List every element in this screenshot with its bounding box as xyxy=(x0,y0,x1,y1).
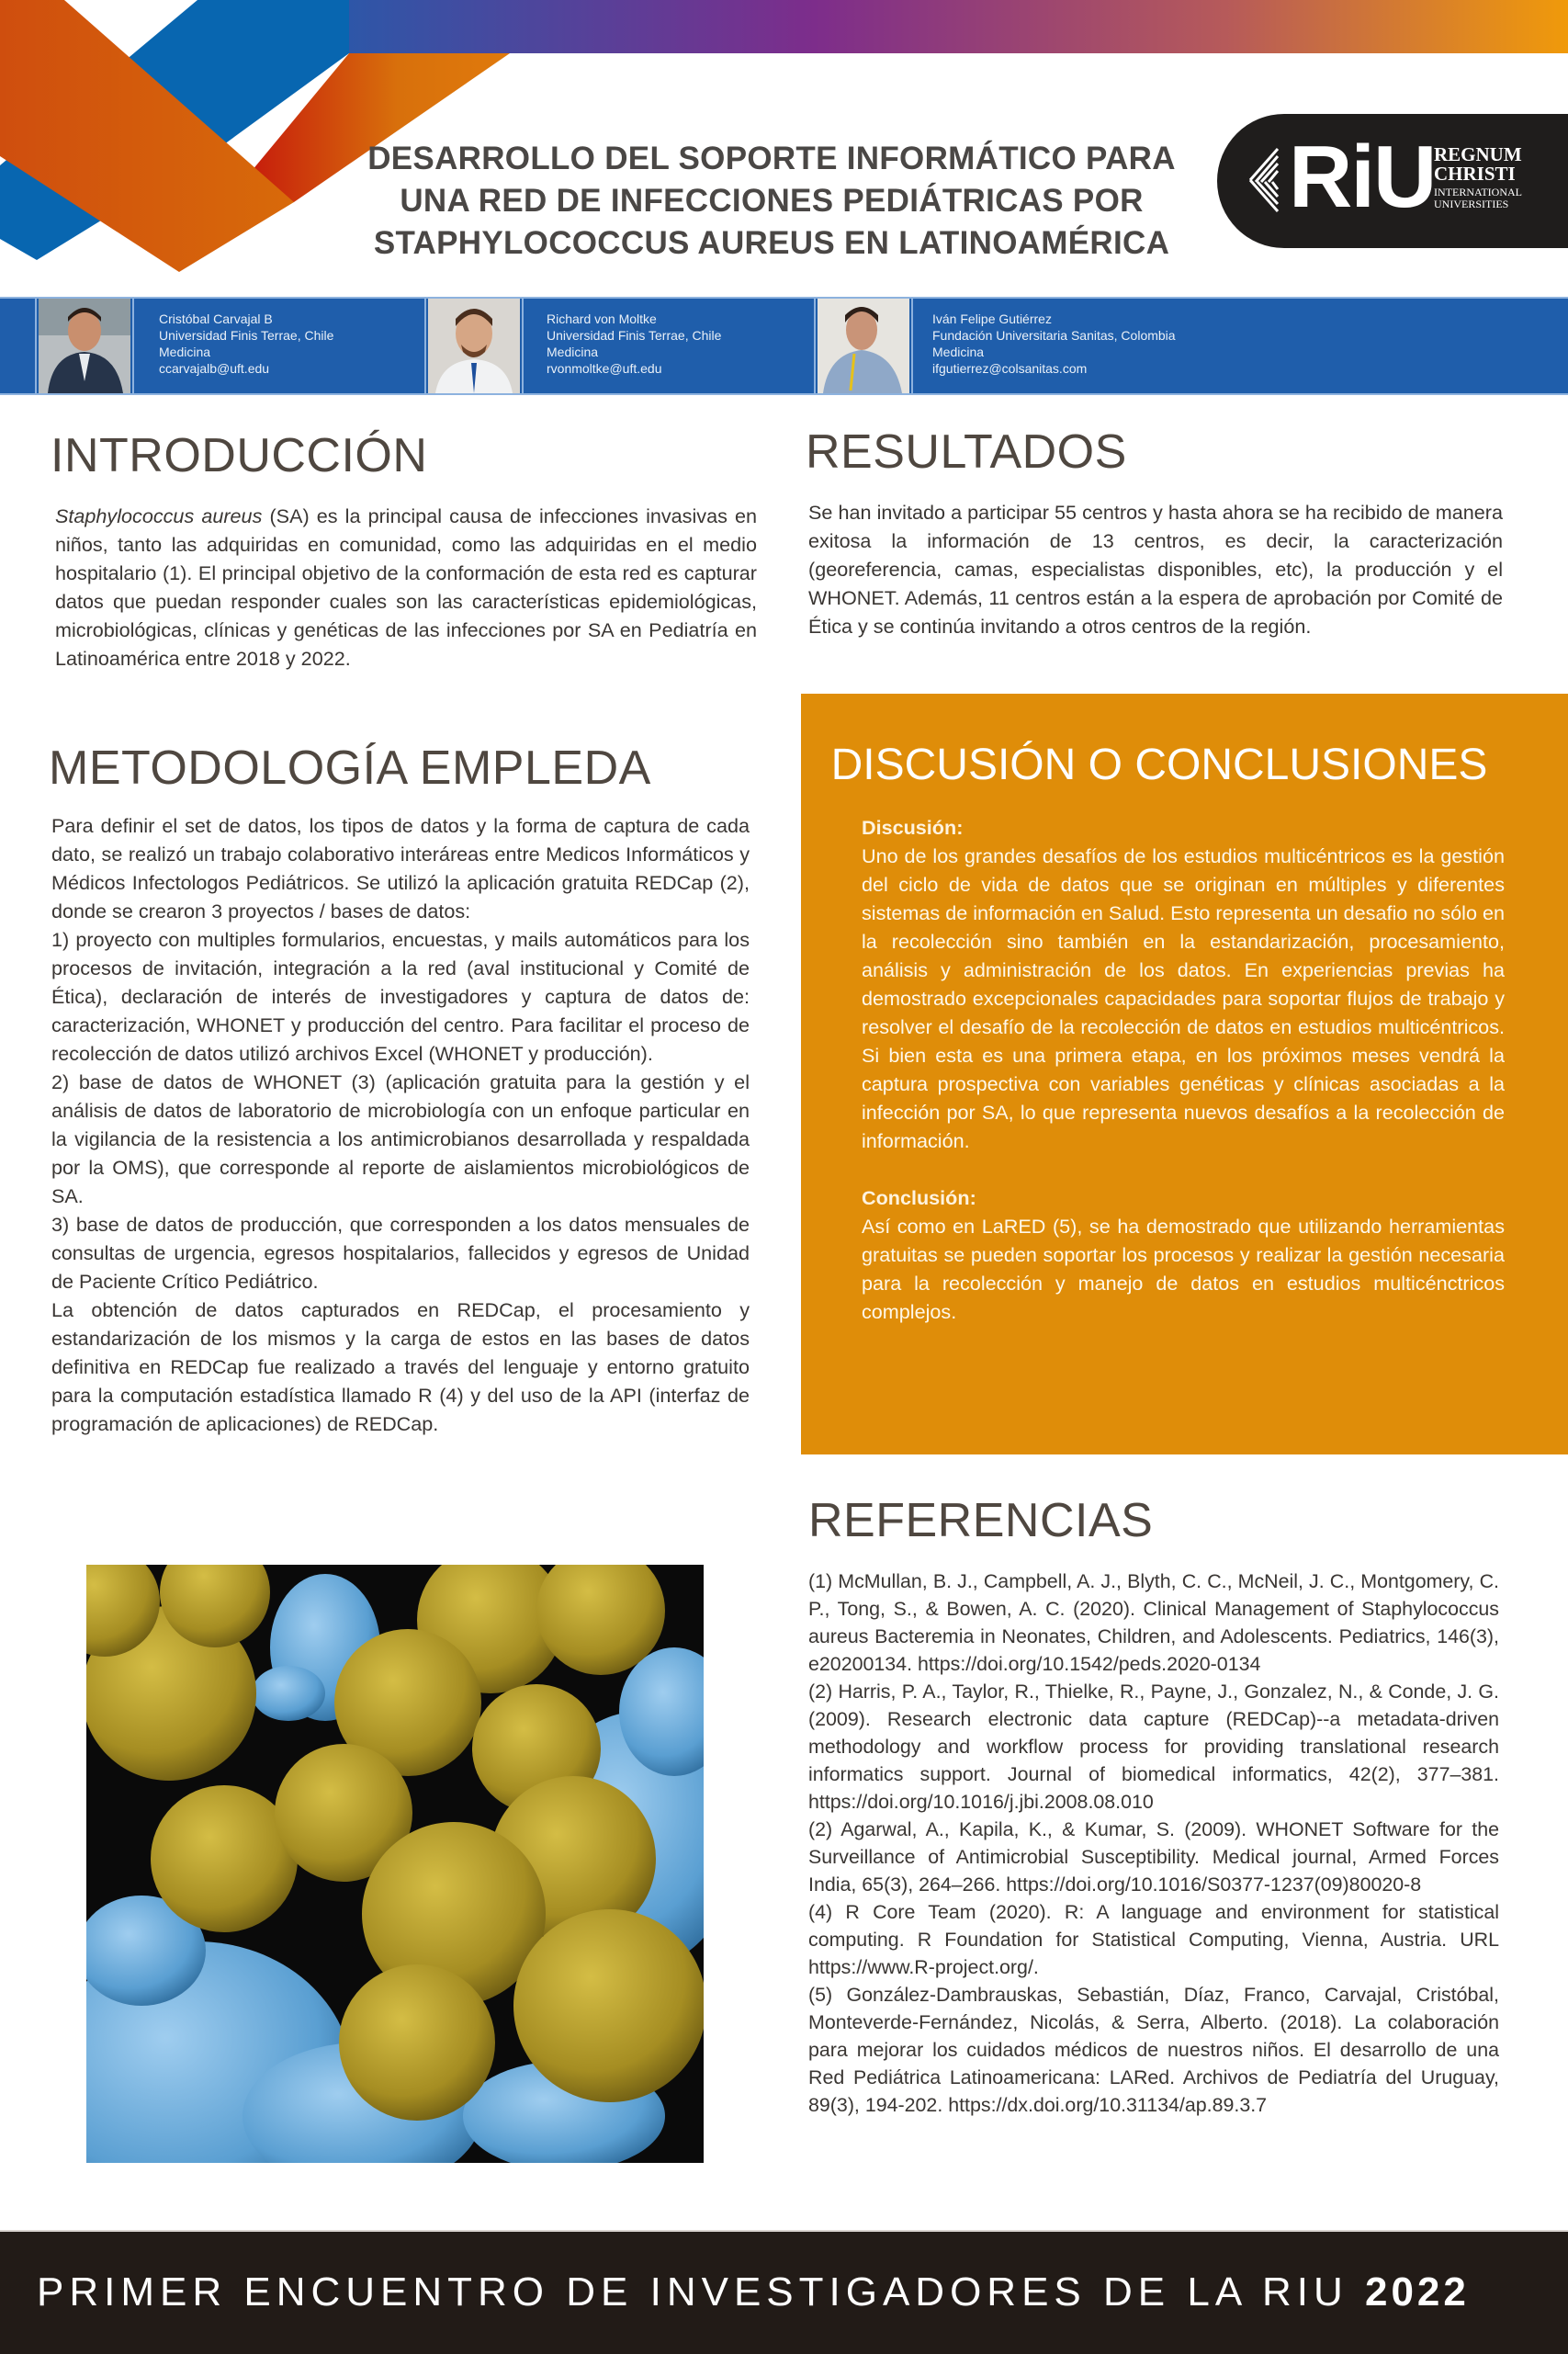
staphylococcus-micrograph xyxy=(86,1565,704,2163)
title-line: DESARROLLO DEL SOPORTE INFORMÁTICO PARA xyxy=(367,141,1176,176)
person-photo-icon xyxy=(39,299,130,393)
conclusion-label: Conclusión: xyxy=(862,1186,976,1209)
discusion-text: Uno de los grandes desafíos de los estudios multicéntricos es la gestión del ciclo de vida de datos que se originan en múltiples y diferentes sistemas de información en Salud. Esto representa un desafio no sólo en la recolección sino también en la estandarización, procesamiento, análisis y administración de los datos. En experiencias previas ha demostrado excepcionales capacidades para soportar flujos de trabajo y resolver el desafío de la recolección de datos en estudios multicéntricos. Si bien esta es una primera etapa, en los próximos meses vendrá la captura prospectiva con variables genéticas y clínicas asociadas a la infección por SA, lo que representa nuevos desafíos a la recolección de información. xyxy=(862,844,1505,1152)
reference-item: (2) Harris, P. A., Taylor, R., Thielke, R., Payne, J., Gonzalez, N., & Conde, J. G. (2009). Research electronic data capture (REDCap)--a metadata-driven methodology and workflow process for providing translational research informatics support. Journal of biomedical informatics, 42(2), 377–381. https://doi.org/10.1016/j.jbi.2008.08.010 xyxy=(808,1681,1499,1813)
conclusion-text: Así como en LaRED (5), se ha demostrado que utilizando herramientas gratuitas se pueden soportar los procesos y realizar la gestión necesaria para la recolección y manejo de datos en estudios multicénctricos complejos. xyxy=(862,1215,1505,1323)
divider xyxy=(911,299,913,393)
metodologia-text xyxy=(51,811,750,1438)
author-faculty: Medicina xyxy=(932,345,985,359)
metodologia-paragraph: 1) proyecto con multiples formularios, encuestas, y mails automáticos para los procesos de invitación, integración a la red (aval institucional y Comité de Ética), declaración de interés de investigadores y captura de datos de: caracterización, WHONET y producción del centro. Para facilitar el proceso de recolección de datos utilizó archivos Excel (WHONET y producción). xyxy=(51,928,750,1065)
woven-mark-icon xyxy=(1247,147,1280,213)
introduccion-text xyxy=(55,502,757,673)
divider xyxy=(424,299,426,393)
title-line: STAPHYLOCOCCUS AUREUS EN LATINOAMÉRICA xyxy=(373,225,1170,261)
reference-item: (2) Agarwal, A., Kapila, K., & Kumar, S. (2009). WHONET Software for the Surveillance of Antimicrobial Susceptibility. Medical journal, Armed Forces India, 65(3), 264–266. https://doi.org/10.1016/S0377-1237(09)80020-8 xyxy=(808,1818,1499,1896)
logo-line: CHRISTI xyxy=(1434,163,1516,185)
referencias-heading: REFERENCIAS xyxy=(808,1494,1154,1547)
divider xyxy=(35,299,37,393)
discusion-panel xyxy=(801,694,1568,1454)
authors-band xyxy=(0,297,1568,395)
poster-title xyxy=(349,138,1194,265)
resultados-text xyxy=(808,498,1503,640)
divider xyxy=(814,299,816,393)
logo-regnum-christi xyxy=(1434,145,1522,210)
divider xyxy=(132,299,134,393)
author-photo xyxy=(428,299,520,393)
footer-text: PRIMER ENCUENTRO DE INVESTIGADORES DE LA RIU xyxy=(37,2269,1365,2314)
logo-line: UNIVERSITIES xyxy=(1434,198,1509,210)
footer-event-name xyxy=(37,2267,1543,2318)
discusion-heading: DISCUSIÓN O CONCLUSIONES xyxy=(830,741,1488,789)
poster-footer xyxy=(0,2230,1568,2354)
riu-logo xyxy=(1217,114,1568,248)
metodologia-paragraph: 3) base de datos de producción, que corresponden a los datos mensuales de consultas de urgencia, egresos hospitalarios, fallecidos y egresos de Unidad de Paciente Crítico Pediátrico. xyxy=(51,1213,750,1293)
author-email[interactable]: ifgutierrez@colsanitas.com xyxy=(932,361,1088,376)
reference-item: (1) McMullan, B. J., Campbell, A. J., Blyth, C. C., McNeil, J. C., Montgomery, C. P., Tong, S., & Bowen, A. C. (2020). Clinical Management of Staphylococcus aureus Bacteremia in Neonates, Children, and Adolescents. Pediatrics, 146(3), e20200134. https://doi.org/10.1542/peds.2020-0134 xyxy=(808,1570,1499,1675)
author-faculty: Medicina xyxy=(159,345,211,359)
metodologia-paragraph: 2) base de datos de WHONET (3) (aplicación gratuita para la gestión y el análisis de datos de laboratorio de microbiología con un enfoque particular en la vigilancia de la resistencia a los antimicrobianos desarrollada y respaldada por la OMS), que corresponde al reporte de aislamientos microbiológicos de SA. xyxy=(51,1070,750,1207)
footer-year: 2022 xyxy=(1364,2269,1470,2314)
author-faculty: Medicina xyxy=(547,345,599,359)
poster-header xyxy=(0,0,1568,294)
top-gradient-bar xyxy=(197,0,1568,53)
author-photo xyxy=(818,299,909,393)
logo-line: INTERNATIONAL xyxy=(1434,186,1522,198)
species-name: Staphylococcus aureus xyxy=(55,504,263,527)
resultados-paragraph: Se han invitado a participar 55 centros y hasta ahora se ha recibido de manera exitosa la información de 13 centros, es decir, la caracterización (georeferencia, camas, especialistas disponibles, etc), la producción y el WHONET. Además, 11 centros están a la espera de aprobación por Comité de Ética y se continúa invitando a otros centros de la región. xyxy=(808,501,1503,638)
referencias-list xyxy=(808,1567,1499,2119)
author-affiliation: Fundación Universitaria Sanitas, Colombia xyxy=(932,328,1176,343)
introduccion-body: (SA) es la principal causa de infecciones invasivas en niños, tanto las adquiridas en comunidad, como las adquiridas en el medio hospitalario (1). El principal objetivo de la conformación de esta red es capturar datos que puedan responder cuales son las características epidemiológicas, microbiológicas, clínicas y genéticas de las infecciones por SA en Pediatría en Latinoamérica entre 2018 y 2022. xyxy=(55,504,758,670)
author-info xyxy=(159,311,333,377)
person-photo-icon xyxy=(818,299,909,393)
author-email[interactable]: rvonmoltke@uft.edu xyxy=(547,361,662,376)
author-name: Cristóbal Carvajal B xyxy=(159,311,273,326)
discusion-label: Discusión: xyxy=(862,816,964,839)
logo-line: REGNUM xyxy=(1434,143,1522,165)
author-info xyxy=(547,311,721,377)
author-email[interactable]: ccarvajalb@uft.edu xyxy=(159,361,270,376)
resultados-heading: RESULTADOS xyxy=(806,425,1127,479)
author-affiliation: Universidad Finis Terrae, Chile xyxy=(159,328,334,343)
reference-item: (4) R Core Team (2020). R: A language and environment for statistical computing. R Foundation for Statistical Computing, Vienna, Austria. URL https://www.R-project.org/. xyxy=(808,1901,1499,1978)
introduccion-heading: INTRODUCCIÓN xyxy=(51,429,428,482)
person-photo-icon xyxy=(428,299,520,393)
divider xyxy=(522,299,524,393)
micrograph-image xyxy=(86,1565,704,2163)
logo-riu-text: RiU xyxy=(1289,128,1436,226)
metodologia-paragraph: La obtención de datos capturados en REDCap, el procesamiento y estandarización de los mismos y la carga de estos en las bases de datos definitiva en REDCap fue realizado a través del lenguaje y entorno gratuito para la computación estadística llamado R (4) y del uso de la API (interfaz de programación de aplicaciones) de REDCap. xyxy=(51,1298,750,1435)
discusion-content xyxy=(862,813,1505,1326)
author-affiliation: Universidad Finis Terrae, Chile xyxy=(547,328,722,343)
reference-item: (5) González-Dambrauskas, Sebastián, Díaz, Franco, Carvajal, Cristóbal, Monteverde-Fernández, Nicolás, & Serra, Alberto. (2018). La colaboración para mejorar los cuidados médicos de nuestros niños. El desarrollo de una Red Pediátrica Latinoamericana: LARed. Archivos de Pediatría del Uruguay, 89(3), 194-202. https://dx.doi.org/10.31134/ap.89.3.7 xyxy=(808,1984,1499,2116)
author-name: Richard von Moltke xyxy=(547,311,657,326)
author-name: Iván Felipe Gutiérrez xyxy=(932,311,1052,326)
metodologia-paragraph: Para definir el set de datos, los tipos de datos y la forma de captura de cada dato, se realizó un trabajo colaborativo interáreas entre Medicos Informáticos y Médicos Infectologos Pediátricos. Se utilizó la aplicación gratuita REDCap (2), donde se crearon 3 proyectos / bases de datos: xyxy=(51,814,750,922)
title-line: UNA RED DE INFECCIONES PEDIÁTRICAS POR xyxy=(400,183,1144,219)
author-info xyxy=(932,311,1176,377)
author-photo xyxy=(39,299,130,393)
metodologia-heading: METODOLOGÍA EMPLEDA xyxy=(49,741,651,795)
spacer xyxy=(862,1155,1505,1183)
